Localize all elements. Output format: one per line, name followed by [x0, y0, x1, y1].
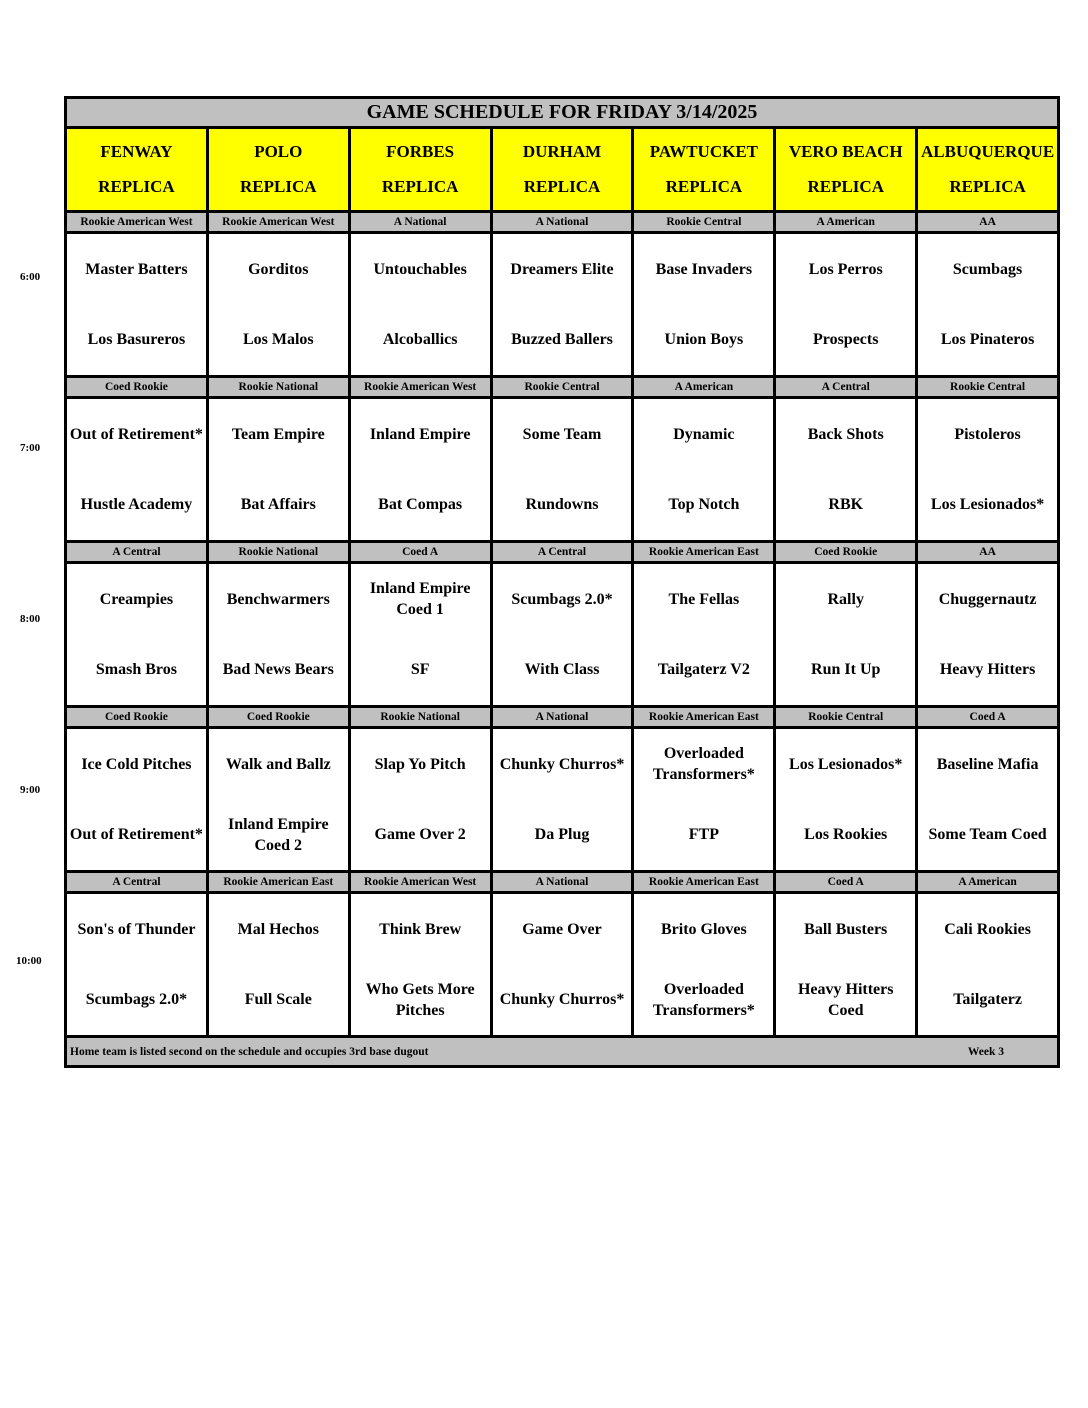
- home-team: Overloaded Transformers*: [652, 980, 755, 1019]
- home-team: Top Notch: [668, 496, 740, 514]
- game-row: [67, 894, 1057, 1038]
- division-label: Rookie National: [209, 543, 351, 561]
- away-team: Ice Cold Pitches: [81, 755, 192, 773]
- game-cell: [776, 234, 918, 375]
- game-cell: [209, 234, 351, 375]
- game-cell: [776, 399, 918, 540]
- field-subtitle: REPLICA: [665, 176, 743, 196]
- home-team: Los Rookies: [804, 826, 888, 844]
- away-team: Base Invaders: [655, 260, 753, 278]
- home-team: Buzzed Ballers: [511, 331, 613, 349]
- field-subtitle: REPLICA: [523, 176, 601, 196]
- field-header: [493, 129, 635, 210]
- field-header: [634, 129, 776, 210]
- away-team: Chuggernautz: [938, 590, 1037, 608]
- home-team: Heavy Hitters: [939, 661, 1036, 679]
- time-label: 6:00: [20, 271, 41, 283]
- footer-note: Home team is listed second on the schedule and occupies 3rd base dugout: [70, 1045, 429, 1058]
- division-label: Rookie American East: [209, 873, 351, 891]
- home-team: Full Scale: [244, 991, 312, 1009]
- field-subtitle: REPLICA: [240, 176, 317, 196]
- game-cell: [918, 894, 1057, 1035]
- away-team: Inland Empire: [369, 425, 471, 443]
- division-label: A American: [958, 876, 1017, 888]
- game-cell: [351, 399, 493, 540]
- division-label: A National: [493, 213, 635, 231]
- field-header: [209, 129, 351, 210]
- schedule-table: [64, 96, 1060, 1068]
- away-team: Some Team: [522, 425, 602, 443]
- home-team: Union Boys: [664, 331, 744, 349]
- home-team: Hustle Academy: [80, 496, 193, 514]
- away-team: Team Empire: [231, 425, 325, 443]
- home-team: Bad News Bears: [222, 661, 334, 679]
- division-label: Rookie American West: [351, 378, 493, 396]
- division-label: Rookie American West: [209, 213, 351, 231]
- division-label: Rookie Central: [776, 708, 918, 726]
- away-team: Dreamers Elite: [510, 260, 614, 278]
- time-label: 10:00: [16, 955, 42, 967]
- home-team: Tailgaterz: [953, 991, 1022, 1009]
- away-team: Inland Empire Coed 1: [369, 580, 471, 619]
- division-row: [67, 543, 1057, 564]
- away-team: Slap Yo Pitch: [374, 755, 466, 773]
- home-team: SF: [410, 661, 430, 679]
- away-team: Dynamic: [673, 425, 735, 443]
- division-label: AA: [979, 546, 996, 558]
- game-cell: [67, 399, 209, 540]
- home-team: Alcoballics: [382, 331, 458, 349]
- division-label: A Central: [67, 543, 209, 561]
- field-header-row: [67, 129, 1057, 213]
- game-cell: [493, 234, 635, 375]
- division-row: [67, 708, 1057, 729]
- away-team: Untouchables: [373, 260, 467, 278]
- away-team: Master Batters: [85, 260, 188, 278]
- away-team: Benchwarmers: [226, 590, 330, 608]
- footer-row: [67, 1038, 1057, 1065]
- away-team: Scumbags 2.0*: [511, 590, 613, 608]
- home-team: Game Over 2: [374, 826, 466, 844]
- game-cell: [67, 894, 209, 1035]
- division-label: Coed A: [776, 873, 918, 891]
- division-row: [67, 213, 1057, 234]
- game-cell: [776, 729, 918, 870]
- time-label: 8:00: [20, 613, 41, 625]
- home-team: Da Plug: [534, 826, 590, 844]
- division-label: Rookie American West: [67, 213, 209, 231]
- field-name: PAWTUCKET: [649, 142, 759, 162]
- home-team: Los Lesionados*: [930, 496, 1045, 514]
- division-label: A Central: [67, 873, 209, 891]
- away-team: Scumbags: [952, 260, 1023, 278]
- field-subtitle: REPLICA: [381, 176, 459, 196]
- away-team: Think Brew: [379, 920, 462, 938]
- field-name: FORBES: [386, 142, 455, 162]
- away-team: Cali Rookies: [944, 920, 1031, 938]
- away-team: The Fellas: [668, 590, 740, 608]
- home-team: Some Team Coed: [928, 826, 1047, 844]
- division-row: [67, 873, 1057, 894]
- division-label: Rookie Central: [634, 213, 776, 231]
- game-row: [67, 564, 1057, 708]
- field-name: FENWAY: [100, 142, 173, 162]
- game-cell: [776, 894, 918, 1035]
- game-cell: [918, 564, 1057, 705]
- division-label: Rookie National: [209, 378, 351, 396]
- away-team: Overloaded Transformers*: [652, 745, 755, 784]
- division-label: A American: [634, 378, 776, 396]
- away-team: Pistoleros: [954, 425, 1021, 443]
- division-label: Rookie American West: [351, 873, 493, 891]
- division-label: Rookie Central: [950, 381, 1026, 393]
- home-team: Chunky Churros*: [499, 991, 625, 1009]
- game-row: [67, 234, 1057, 378]
- division-label: Coed Rookie: [67, 378, 209, 396]
- game-cell: [493, 564, 635, 705]
- home-team: Heavy Hitters Coed: [797, 980, 894, 1019]
- away-team: Baseline Mafia: [936, 755, 1039, 773]
- home-team: Who Gets More Pitches: [365, 980, 475, 1019]
- away-team: Los Lesionados*: [789, 755, 903, 773]
- away-team: Son's of Thunder: [77, 920, 196, 938]
- division-row: [67, 378, 1057, 399]
- game-cell: [634, 894, 776, 1035]
- home-team: Run It Up: [811, 661, 881, 679]
- division-label: AA: [979, 216, 996, 228]
- time-label: 7:00: [20, 442, 41, 454]
- home-team: FTP: [688, 826, 719, 844]
- home-team: Smash Bros: [95, 661, 177, 679]
- division-label: A American: [776, 213, 918, 231]
- away-team: Brito Gloves: [660, 920, 747, 938]
- week-label: Week 3: [967, 1045, 1004, 1058]
- game-cell: [351, 234, 493, 375]
- home-team: Scumbags 2.0*: [85, 991, 188, 1009]
- division-label: Rookie Central: [493, 378, 635, 396]
- home-team: Prospects: [812, 331, 879, 349]
- away-team: Game Over: [522, 920, 602, 938]
- division-label: Rookie American East: [634, 543, 776, 561]
- game-cell: [634, 729, 776, 870]
- game-cell: [67, 234, 209, 375]
- away-team: Los Perros: [808, 260, 883, 278]
- game-cell: [493, 399, 635, 540]
- away-team: Rally: [827, 590, 864, 608]
- field-header: [776, 129, 918, 210]
- division-label: A Central: [493, 543, 635, 561]
- field-subtitle: REPLICA: [949, 176, 1026, 196]
- game-cell: [351, 729, 493, 870]
- field-name: DURHAM: [522, 142, 602, 162]
- division-label: Coed Rookie: [776, 543, 918, 561]
- game-cell: [918, 399, 1057, 540]
- game-cell: [67, 564, 209, 705]
- home-team: Bat Affairs: [240, 496, 316, 514]
- home-team: Bat Compas: [378, 496, 463, 514]
- division-label: Coed A: [351, 543, 493, 561]
- game-row: [67, 729, 1057, 873]
- game-cell: [776, 564, 918, 705]
- away-team: Mal Hechos: [237, 920, 319, 938]
- field-name: VERO BEACH: [788, 142, 903, 162]
- division-label: A National: [493, 873, 635, 891]
- field-name: ALBUQUERQUE: [920, 142, 1055, 162]
- game-cell: [209, 564, 351, 705]
- home-team: Rundowns: [525, 496, 599, 514]
- division-label: A National: [351, 213, 493, 231]
- away-team: Back Shots: [807, 425, 884, 443]
- field-header: [351, 129, 493, 210]
- division-label: Coed Rookie: [209, 708, 351, 726]
- game-row: [67, 399, 1057, 543]
- game-cell: [209, 399, 351, 540]
- schedule-title: GAME SCHEDULE FOR FRIDAY 3/14/2025: [67, 99, 1057, 129]
- division-label: Rookie American East: [634, 708, 776, 726]
- division-label: Rookie American East: [634, 873, 776, 891]
- home-team: Inland Empire Coed 2: [227, 815, 329, 854]
- game-cell: [209, 894, 351, 1035]
- home-team: RBK: [828, 496, 864, 514]
- away-team: Gorditos: [248, 260, 309, 278]
- field-subtitle: REPLICA: [98, 176, 175, 196]
- away-team: Walk and Ballz: [225, 755, 331, 773]
- division-label: Coed Rookie: [67, 708, 209, 726]
- field-name: POLO: [254, 142, 303, 162]
- away-team: Creampies: [99, 590, 174, 608]
- division-label: A Central: [776, 378, 918, 396]
- game-cell: [493, 894, 635, 1035]
- home-team: Tailgaterz V2: [657, 661, 750, 679]
- division-label: Coed A: [969, 711, 1006, 723]
- field-header: [918, 129, 1057, 210]
- home-team: Los Basureros: [87, 331, 186, 349]
- field-subtitle: REPLICA: [807, 176, 884, 196]
- game-cell: [634, 234, 776, 375]
- division-label: A National: [493, 708, 635, 726]
- time-slots: [67, 213, 1057, 1038]
- game-cell: [67, 729, 209, 870]
- field-header: [67, 129, 209, 210]
- game-cell: [918, 234, 1057, 375]
- away-team: Ball Busters: [804, 920, 888, 938]
- home-team: Los Pinateros: [940, 331, 1035, 349]
- home-team: Los Malos: [242, 331, 314, 349]
- game-cell: [918, 729, 1057, 870]
- game-cell: [634, 399, 776, 540]
- game-cell: [351, 564, 493, 705]
- game-cell: [209, 729, 351, 870]
- home-team: Out of Retirement*: [69, 826, 203, 844]
- home-team: With Class: [524, 661, 600, 679]
- away-team: Out of Retirement*: [69, 425, 203, 443]
- game-cell: [351, 894, 493, 1035]
- division-label: Rookie National: [351, 708, 493, 726]
- away-team: Chunky Churros*: [499, 755, 625, 773]
- game-cell: [634, 564, 776, 705]
- time-label: 9:00: [20, 784, 41, 796]
- game-cell: [493, 729, 635, 870]
